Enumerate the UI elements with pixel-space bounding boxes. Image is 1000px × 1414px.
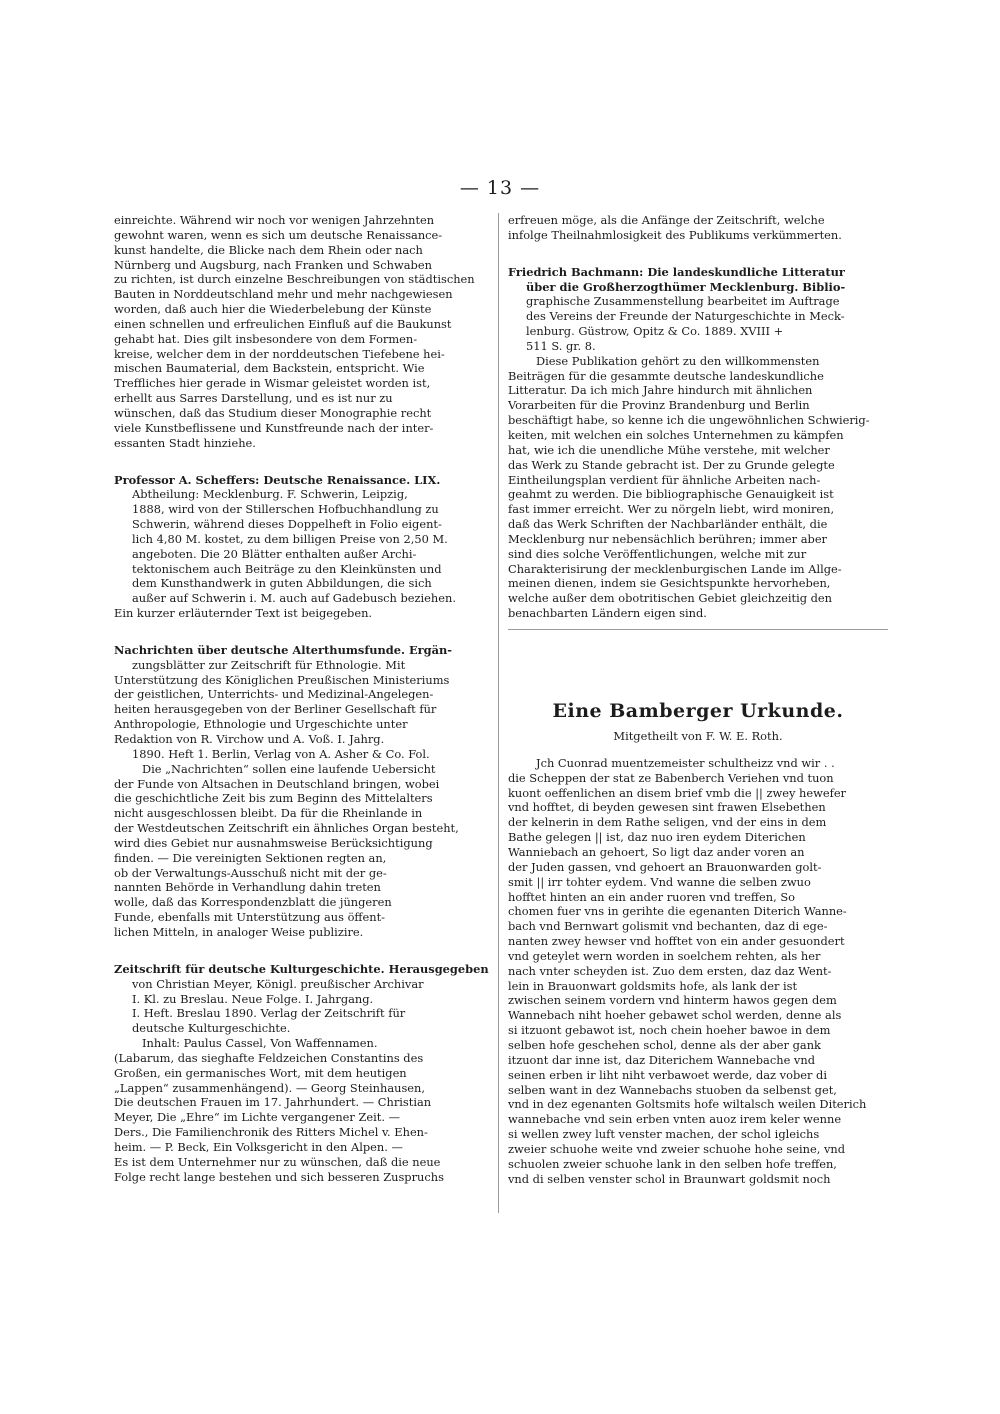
text-line: geahmt zu werden. Die bibliographische Genauigkeit ist <box>508 487 834 502</box>
text-line: chomen fuer vns in gerihte die egenanten Diterich Wanne- <box>508 904 847 919</box>
text-line: benachbarten Ländern eigen sind. <box>508 606 707 621</box>
text-line: wolle, daß das Korrespondenzblatt die jüngeren <box>114 895 392 910</box>
text-line: Anthropologie, Ethnologie und Urgeschichte unter <box>114 717 408 732</box>
text-line: Es ist dem Unternehmer nur zu wünschen, daß die neue <box>114 1154 441 1169</box>
text-line: Bauten in Norddeutschland mehr und mehr nachgewiesen <box>114 287 453 302</box>
text-line: vnd hofftet, di beyden gewesen sint frawen Elsebethen <box>508 800 826 815</box>
text-line: zu richten, ist durch einzelne Beschreibungen von städtischen <box>114 272 475 287</box>
text-line: finden. — Die vereinigten Sektionen regten an, <box>114 850 387 865</box>
text-line: zwischen seinem vordern vnd hinterm hawos gegen dem <box>508 993 837 1008</box>
text-line: das Werk zu Stande gebracht ist. Der zu Grunde gelegte <box>508 457 835 472</box>
text-line: Diese Publikation gehört zu den willkommensten <box>536 353 820 368</box>
text-line: Abtheilung: Mecklenburg. F. Schwerin, Leipzig, <box>132 487 408 502</box>
text-line: nannten Behörde in Verhandlung dahin treten <box>114 880 381 895</box>
text-line: Unterstützung des Königlichen Preußischen Ministeriums <box>114 672 450 687</box>
text-line: selben want in dez Wannebachs stuoben da selbenst get, <box>508 1082 837 1097</box>
left-column <box>114 213 489 1184</box>
text-line: lichen Mitteln, in analoger Weise publizire. <box>114 924 364 939</box>
text-line: hat, wie ich die unendliche Mühe verstehe, mit welcher <box>508 442 830 457</box>
text-line: Nachrichten über deutsche Alterthumsfunde. Ergän- <box>114 642 452 657</box>
text-line: worden, daß auch hier die Wiederbelebung der Künste <box>114 302 432 317</box>
text-line: ob der Verwaltungs-Ausschuß nicht mit der ge- <box>114 865 387 880</box>
text-line: Charakterisirung der mecklenburgischen Lande im Allge- <box>508 561 842 576</box>
text-line: gehabt hat. Dies gilt insbesondere von dem Formen- <box>114 331 418 346</box>
text-line: deutsche Kulturgeschichte. <box>132 1021 291 1036</box>
paragraph-gap <box>114 621 489 643</box>
text-line: Litteratur. Da ich mich Jahre hindurch mit ähnlichen <box>508 383 813 398</box>
text-line: kunst handelte, die Blicke nach dem Rhein oder nach <box>114 242 423 257</box>
text-line: der Juden gassen, vnd gehoert an Brauonwarden golt- <box>508 859 822 874</box>
text-line: Meyer, Die „Ehre“ im Lichte vergangener Zeit. — <box>114 1110 400 1125</box>
text-line: vnd di selben venster schol in Braunwart goldsmit noch <box>508 1171 831 1186</box>
text-line: „Lappen“ zusammenhängend). — Georg Steinhausen, <box>114 1080 425 1095</box>
text-line: itzuont dar inne ist, daz Diterichem Wannebache vnd <box>508 1052 815 1067</box>
text-line: Zeitschrift für deutsche Kulturgeschichte. Herausgegeben <box>114 961 489 976</box>
text-line: viele Kunstbeflissene und Kunstfreunde nach der inter- <box>114 420 434 435</box>
text-line: Bathe gelegen || ist, daz nuo iren eydem Diterichen <box>508 830 806 845</box>
article-byline: Mitgetheilt von F. W. E. Roth. <box>613 728 783 743</box>
text-line: Jch Cuonrad muentzemeister schultheizz vnd wir . . <box>536 755 835 770</box>
text-line: Schwerin, während dieses Doppelheft in Folio eigent- <box>132 517 442 532</box>
text-line: keiten, mit welchen ein solches Unternehmen zu kämpfen <box>508 427 844 442</box>
text-line: Großen, ein germanisches Wort, mit dem heutigen <box>114 1065 407 1080</box>
text-line: 511 S. gr. 8. <box>526 338 596 353</box>
text-line: wird dies Gebiet nur ausnahmsweise Berücksichtigung <box>114 835 433 850</box>
text-line: Wanniebach an gehoert, So ligt daz ander voren an <box>508 845 805 859</box>
text-line: (Labarum, das sieghafte Feldzeichen Constantins des <box>114 1050 424 1065</box>
text-line: Mecklenburg nur nebensächlich berühren; immer aber <box>508 531 827 546</box>
text-line: welche außer dem obotritischen Gebiet gleichzeitig den <box>508 591 832 606</box>
text-line: bach vnd Bernwart golismit vnd bechanten, daz di ege- <box>508 919 828 934</box>
text-line: angeboten. Die 20 Blätter enthalten außer Archi- <box>132 546 417 561</box>
text-line: tektonischem auch Beiträge zu den Kleinkünsten und <box>132 561 442 576</box>
text-line: über die Großherzogthümer Mecklenburg. Biblio- <box>526 279 846 294</box>
text-line: nanten zwey hewser vnd hofftet von ein ander gesuondert <box>508 934 845 949</box>
text-line: Nürnberg und Augsburg, nach Franken und Schwaben <box>114 257 432 272</box>
text-line: schuolen zweier schuohe lank in den selben hofe treffen, <box>508 1156 837 1171</box>
text-line: sind dies solche Veröffentlichungen, welche mit zur <box>508 546 807 561</box>
paragraph-gap <box>114 940 489 962</box>
text-line: kuont oeffenlichen an disem brief vmb die || zwey hewefer <box>508 785 847 800</box>
text-line: seinen erben ir liht niht verbawoet werde, daz vober di <box>508 1067 827 1082</box>
text-line: einreichte. Während wir noch vor wenigen Jahrzehnten <box>114 213 435 227</box>
text-line: graphische Zusammenstellung bearbeitet im Auftrage <box>526 294 840 309</box>
text-line: nicht ausgeschlossen bleibt. Da für die Rheinlande in <box>114 806 423 821</box>
column-divider <box>498 213 499 1213</box>
text-line: Die „Nachrichten“ sollen eine laufende Uebersicht <box>142 761 436 776</box>
text-line: 1890. Heft 1. Berlin, Verlag von A. Asher & Co. Fol. <box>132 746 430 761</box>
text-line: zungsblätter zur Zeitschrift für Ethnologie. Mit <box>132 657 406 672</box>
text-line: si wellen zwey luft venster machen, der schol igleichs <box>508 1127 820 1142</box>
text-line: erfreuen möge, als die Anfänge der Zeitschrift, welche <box>508 213 825 227</box>
text-line: fast immer erreicht. Wer zu nörgeln liebt, wird moniren, <box>508 502 835 517</box>
text-line: heim. — P. Beck, Ein Volksgericht in den Alpen. — <box>114 1139 403 1154</box>
article-title: Eine Bamberger Urkunde. <box>552 699 844 722</box>
text-line: Wannebach niht hoeher gebawet schol werden, denne als <box>508 1008 842 1023</box>
right-column-top <box>508 213 888 621</box>
text-line: wünschen, daß das Studium dieser Monographie recht <box>114 405 432 420</box>
text-line: Treffliches hier gerade in Wismar geleistet worden ist, <box>114 376 431 391</box>
text-line: I. Kl. zu Breslau. Neue Folge. I. Jahrgang. <box>132 991 374 1006</box>
text-line: lenburg. Güstrow, Opitz & Co. 1889. XVIII + <box>526 324 784 339</box>
text-line: erhellt aus Sarres Darstellung, und es ist nur zu <box>114 391 393 406</box>
text-line: der kelnerin in dem Rathe seligen, vnd der eins in dem <box>508 815 827 830</box>
text-line: vnd geteylet wern worden in soelchem rehten, als her <box>508 948 821 963</box>
text-line: smit || irr tohter eydem. Vnd wanne die selben zwuo <box>508 874 811 889</box>
text-line: der Funde von Altsachen in Deutschland bringen, wobei <box>114 776 440 791</box>
text-line: si itzuont gebawot ist, noch chein hoeher bawoe in dem <box>508 1023 831 1038</box>
text-line: Vorarbeiten für die Provinz Brandenburg und Berlin <box>508 398 810 413</box>
text-line: essanten Stadt hinziehe. <box>114 435 256 450</box>
right-column <box>508 213 888 1186</box>
text-line: lich 4,80 M. kostet, zu dem billigen Preise von 2,50 M. <box>132 531 448 546</box>
text-line: Folge recht lange bestehen und sich besseren Zuspruchs <box>114 1169 444 1184</box>
text-line: außer auf Schwerin i. M. auch auf Gadebusch beziehen. <box>132 591 456 606</box>
text-line: einen schnellen und erfreulichen Einfluß auf die Baukunst <box>114 316 452 331</box>
text-line: nach vnter scheyden ist. Zuo dem ersten, daz daz Went- <box>508 963 832 978</box>
text-line: mischen Baumaterial, dem Backstein, entspricht. Wie <box>114 361 425 376</box>
text-line: von Christian Meyer, Königl. preußischer Archivar <box>132 976 424 991</box>
text-line: infolge Theilnahmlosigkeit des Publikums verkümmerten. <box>508 227 842 242</box>
text-line: des Vereins der Freunde der Naturgeschichte in Meck- <box>526 309 845 324</box>
text-line: beschäftigt habe, so kenne ich die ungewöhnlichen Schwierig- <box>508 413 870 428</box>
text-line: 1888, wird von der Stillerschen Hofbuchhandlung zu <box>132 502 439 517</box>
text-line: vnd in dez egenanten Goltsmits hofe wiltalsch weilen Diterich <box>508 1097 867 1112</box>
text-line: die geschichtliche Zeit bis zum Beginn des Mittelalters <box>114 791 433 806</box>
paragraph-gap <box>114 451 489 473</box>
text-line: Friedrich Bachmann: Die landeskundliche Litteratur <box>508 264 845 279</box>
text-line: Professor A. Scheffers: Deutsche Renaissance. LIX. <box>114 472 441 487</box>
text-line: wannebache vnd sein erben vnten auoz irem keler wenne <box>508 1112 842 1127</box>
text-line: Funde, ebenfalls mit Unterstützung aus öffent- <box>114 910 386 925</box>
text-line: der geistlichen, Unterrichts- und Medizinal-Angelegen- <box>114 687 434 702</box>
article-body <box>508 756 888 1186</box>
paragraph-gap <box>508 243 888 265</box>
text-line: Ders., Die Familienchronik des Ritters Michel v. Ehen- <box>114 1125 428 1140</box>
text-line: meinen dienen, indem sie Gesichtspunkte hervorheben, <box>508 576 831 591</box>
text-line: die Scheppen der stat ze Babenberch Veriehen vnd tuon <box>508 770 834 785</box>
text-line: I. Heft. Breslau 1890. Verlag der Zeitschrift für <box>132 1006 406 1021</box>
text-line: hofftet hinten an ein ander ruoren vnd treffen, So <box>508 889 796 904</box>
text-line: Die deutschen Frauen im 17. Jahrhundert. — Christian <box>114 1095 432 1110</box>
text-line: zweier schuohe weite vnd zweier schuohe hohe seine, vnd <box>508 1141 846 1156</box>
text-line: Inhalt: Paulus Cassel, Von Waffennamen. <box>142 1036 378 1051</box>
text-line: Beiträgen für die gesammte deutsche landeskundliche <box>508 368 824 383</box>
text-line: lein in Brauonwart goldsmits hofe, als lank der ist <box>508 978 798 993</box>
text-line: Eintheilungsplan verdient für ähnliche Arbeiten nach- <box>508 472 821 487</box>
text-line: selben hofe geschehen schol, denne als der aber gank <box>508 1037 821 1052</box>
text-line: Redaktion von R. Virchow und A. Voß. I. Jahrg. <box>114 732 385 746</box>
text-line: gewohnt waren, wenn es sich um deutsche Renaissance- <box>114 227 443 242</box>
text-line: dem Kunsthandwerk in guten Abbildungen, die sich <box>132 576 432 591</box>
text-line: der Westdeutschen Zeitschrift ein ähnliches Organ besteht, <box>114 821 459 836</box>
page-number: — 13 — <box>459 177 541 199</box>
text-line: daß das Werk Schriften der Nachbarländer enthält, die <box>508 517 828 532</box>
text-line: Ein kurzer erläuternder Text ist beigegeben. <box>114 606 373 621</box>
text-line: heiten herausgegeben von der Berliner Gesellschaft für <box>114 702 437 717</box>
text-line: kreise, welcher dem in der norddeutschen Tiefebene hei- <box>114 346 445 361</box>
